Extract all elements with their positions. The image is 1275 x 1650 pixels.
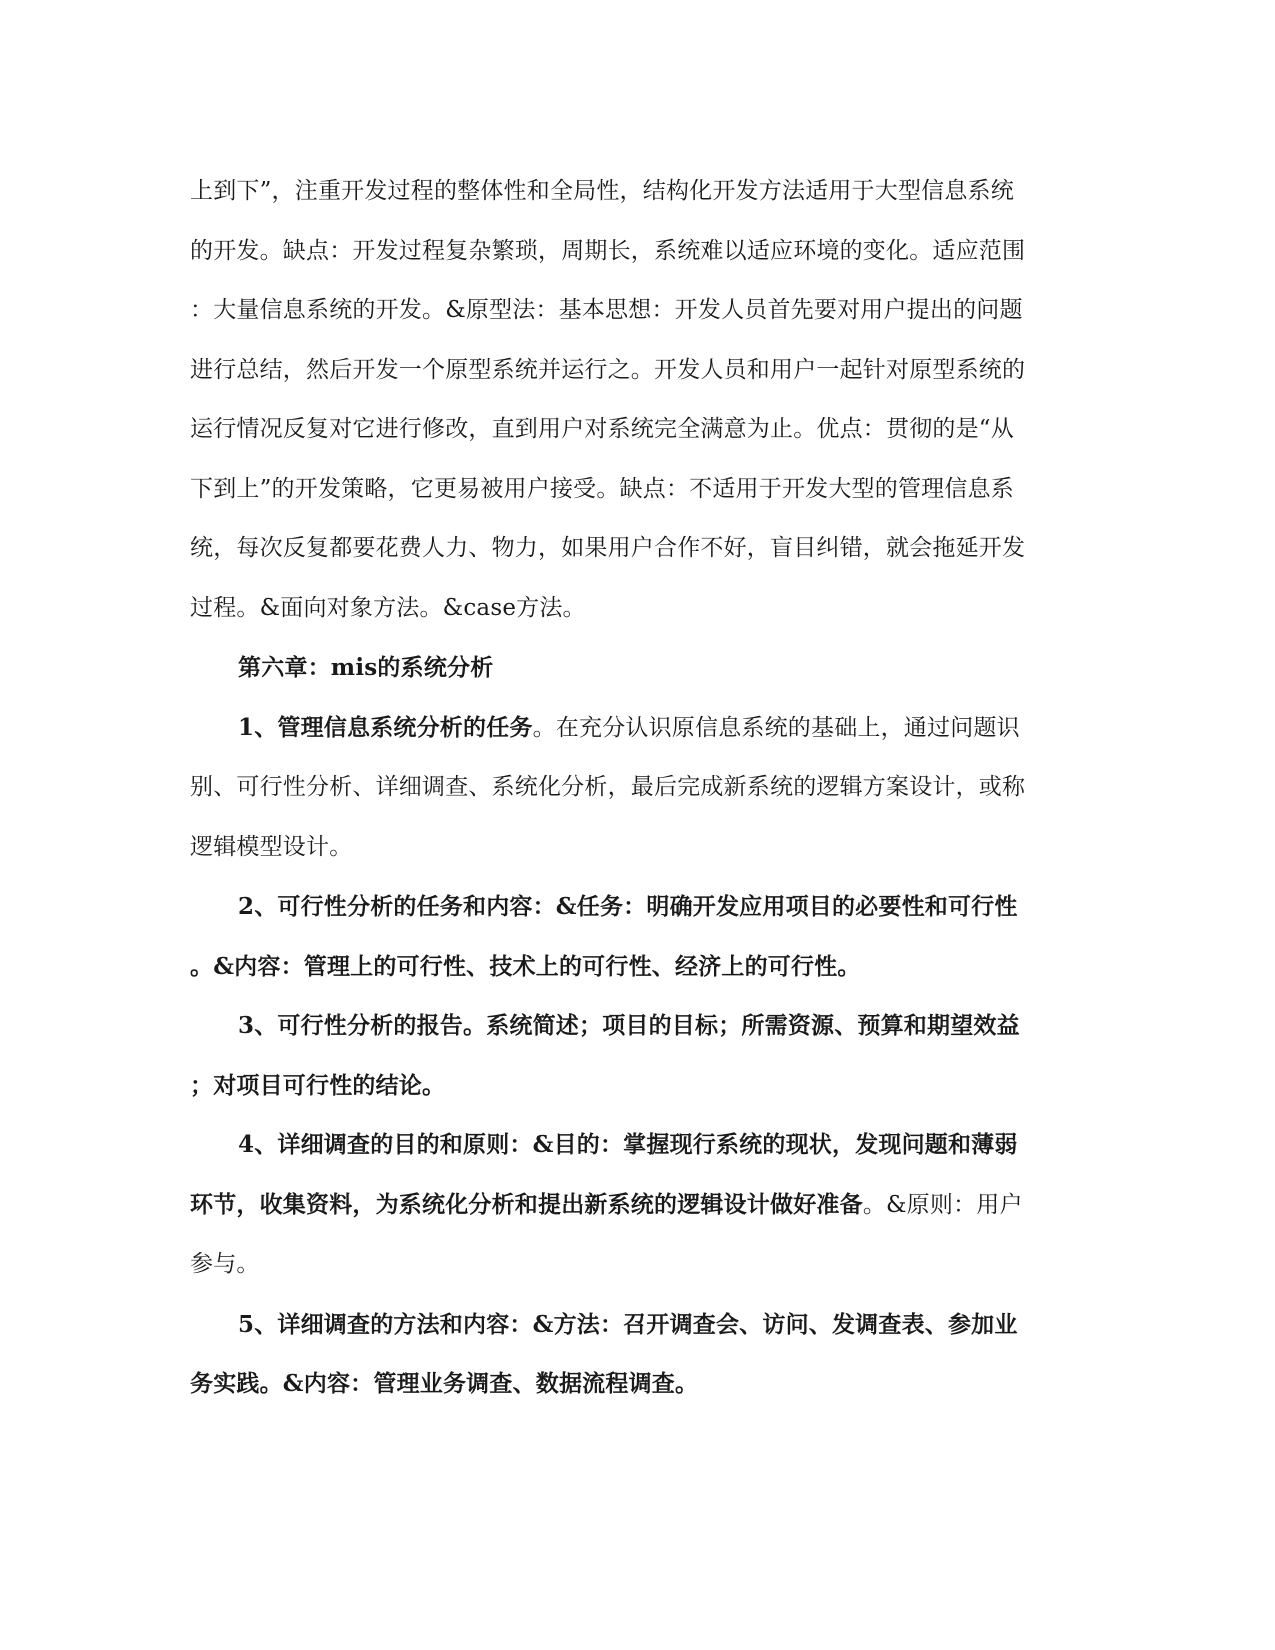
item-1-title: 1、管理信息系统分析的任务 (238, 713, 533, 741)
text-line: 进行总结，然后开发一个原型系统并运行之。开发人员和用户一起针对原型系统的 (190, 356, 1026, 383)
paragraph-development-methods (190, 162, 1095, 638)
text-line: 统，每次反复都要花费人力、物力，如果用户合作不好，盲目纠错，就会拖延开发 (190, 535, 1026, 561)
text-line: 参与。 (190, 1251, 260, 1277)
text-line: 上到下”，注重开发过程的整体性和全局性，结构化开发方法适用于大型信息系统 (190, 178, 1014, 204)
paragraph-item-5 (190, 1295, 1095, 1414)
item-1-text: 。在充分认识原信息系统的基础上，通过问题识 (532, 714, 1020, 741)
text-line: ：大量信息系统的开发。&原型法：基本思想：开发人员首先要对用户提出的问题 (190, 297, 1023, 323)
text-line: 逻辑模型设计。 (190, 833, 353, 860)
text-line: 过程。&面向对象方法。&case方法。 (190, 594, 586, 621)
text-line: 4、详细调查的目的和原则：&目的：掌握现行系统的现状，发现问题和薄弱 (238, 1131, 1018, 1158)
chapter-title: 第六章：mis的系统分析 (238, 654, 494, 681)
paragraph-item-4 (190, 1115, 1095, 1295)
text-line: 别、可行性分析、详细调查、系统化分析，最后完成新系统的逻辑方案设计，或称 (190, 774, 1026, 800)
text-line (190, 1175, 1095, 1236)
item-4-bold-text: 环节，收集资料，为系统化分析和提出新系统的逻辑设计做好准备 (190, 1190, 863, 1218)
text-line: 的开发。缺点：开发过程复杂繁琐，周期长，系统难以适应环境的变化。适应范围 (190, 237, 1026, 264)
text-line: 3、可行性分析的报告。系统简述；项目的目标；所需资源、预算和期望效益 (238, 1012, 1020, 1039)
text-line: 2、可行性分析的任务和内容：&任务：明确开发应用项目的必要性和可行性 (238, 893, 1018, 920)
text-line: 5、详细调查的方法和内容：&方法：召开调查会、访问、发调查表、参加业 (238, 1310, 1018, 1338)
paragraph-item-3 (190, 996, 1095, 1115)
text-line: 。&内容：管理上的可行性、技术上的可行性、经济上的可行性。 (190, 952, 861, 980)
chapter-heading (190, 638, 1095, 698)
document-page (190, 162, 1095, 1414)
item-4-text: 。&原则：用户 (862, 1191, 1023, 1218)
text-line: 运行情况反复对它进行修改，直到用户对系统完全满意为止。优点：贯彻的是“从 (190, 416, 1014, 442)
text-line: ；对项目可行性的结论。 (190, 1071, 446, 1099)
paragraph-item-2 (190, 877, 1095, 996)
text-line: 务实践。&内容：管理业务调查、数据流程调查。 (190, 1370, 699, 1397)
text-line: 下到上”的开发策略，它更易被用户接受。缺点：不适用于开发大型的管理信息系 (190, 475, 1014, 502)
paragraph-item-1 (190, 698, 1095, 878)
